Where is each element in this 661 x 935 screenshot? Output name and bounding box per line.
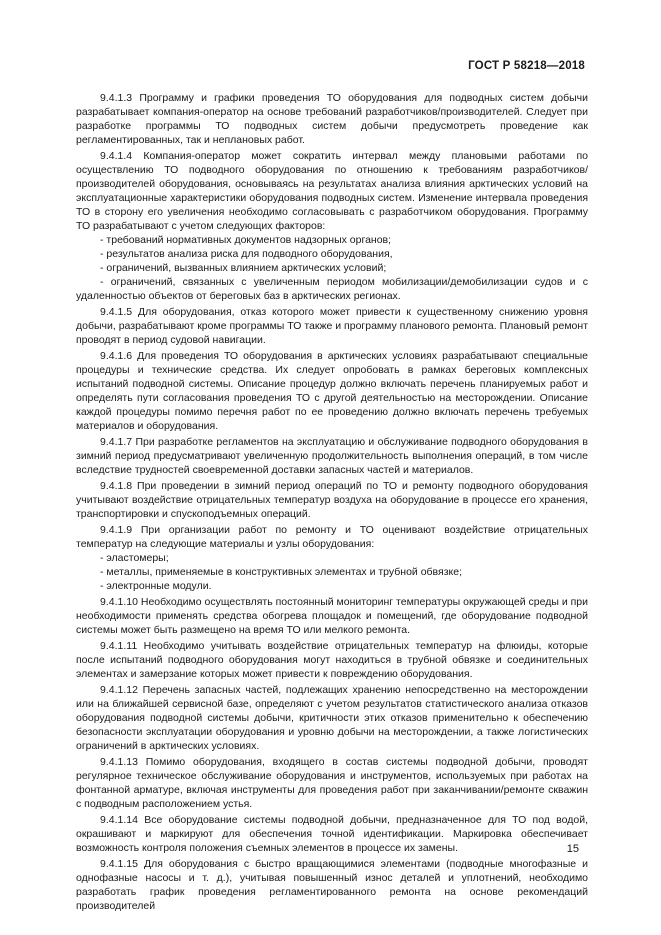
list-item: - ограничений, вызванных влиянием арктических условий; — [100, 262, 387, 274]
clause-9-4-1-3: 9.4.1.3 Программу и графики проведения ТО оборудования для подводных систем добычи разрабатывает компания-оператор на основе требований разработчиков/производителей. Следует при разработке программы ТО подводных систем добычи предусмотреть проведение как регламентированных, так и неплановых работ. — [76, 92, 588, 146]
clause-9-4-1-8: 9.4.1.8 При проведении в зимний период операций по ТО и ремонту подводного оборудования учитывают воздействие отрицательных температур воздуха на оборудование в процессе его хранения, транспортировки и спускоподъемных операций. — [76, 480, 588, 520]
clause-9-4-1-4: 9.4.1.4 Компания-оператор может сократить интервал между плановыми работами по осуществлению ТО подводного оборудования по отношению к требованиям разработчиков/производителей оборудования, основываясь на результатах анализа влияния арктических условий на эксплуатационные характеристики оборудования подводных систем. Изменение интервала проведения ТО в сторону его увеличения необходимо согласовывать с разработчиком оборудования. Программу ТО разрабатывают с учетом следующих факторов: — [76, 150, 588, 232]
clause-9-4-1-12: 9.4.1.12 Перечень запасных частей, подлежащих хранению непосредственно на месторождении или на ближайшей сервисной базе, определяют с учетом результатов статистического анализа отказов оборудования подводной системы добычи, критичности этих отказов применительно к обеспечению безопасности эксплуатации оборудования и уровню добычи на месторождении, а также логистических ограничений в арктических условиях. — [76, 684, 588, 752]
clause-9-4-1-7: 9.4.1.7 При разработке регламентов на эксплуатацию и обслуживание подводного оборудования в зимний период предусматривают увеличенную продолжительность выполнения операций, в том числе вследствие трудностей своевременной доставки запасных частей и материалов. — [76, 436, 588, 476]
clause-9-4-1-9: 9.4.1.9 При организации работ по ремонту и ТО оценивают воздействие отрицательных температур на следующие материалы и узлы оборудования: — [76, 524, 588, 550]
clause-9-4-1-6: 9.4.1.6 Для проведения ТО оборудования в арктических условиях разрабатывают специальные процедуры и технические средства. Их следует опробовать в рамках береговых комплексных испытаний подводной системы. Описание процедур должно включать перечень планируемых работ и определять пути согласования проведения ТО с другой деятельностью на месторождении. Описание каждой процедуры помимо перечня работ по ее проведению должно включать перечень требуемых материалов и оборудования. — [76, 350, 588, 432]
list-item: - требований нормативных документов надзорных органов; — [100, 234, 392, 246]
list-item: - эластомеры; — [100, 552, 169, 564]
page-number: 15 — [566, 843, 579, 855]
list-item: - металлы, применяемые в конструктивных элементах и трубной обвязке; — [100, 566, 462, 578]
clause-9-4-1-5: 9.4.1.5 Для оборудования, отказ которого может привести к существенному снижению уровня добычи, разрабатывают кроме программы ТО также и программу планового ремонта. Плановый ремонт проводят в период судовой навигации. — [76, 306, 588, 346]
list-item: - электронные модули. — [100, 580, 212, 592]
clause-9-4-1-10: 9.4.1.10 Необходимо осуществлять постоянный мониторинг температуры окружающей среды и при необходимости применять средства обогрева площадок и помещений, где оборудование подводной системы может быть размещено на время ТО или мелкого ремонта. — [76, 596, 588, 636]
list-item: - ограничений, связанных с увеличенным периодом мобилизации/демобилизации судов и с удаленностью объектов от береговых баз в арктических регионах. — [76, 276, 588, 302]
materials-list — [76, 551, 588, 593]
factors-list — [76, 233, 588, 303]
clause-9-4-1-14: 9.4.1.14 Все оборудование системы подводной добычи, предназначенное для ТО под водой, окрашивают и маркируют для обеспечения точной идентификации. Маркировка обеспечивает возможность контроля положения съемных элементов в процессе их замены. — [76, 814, 588, 854]
clause-9-4-1-15: 9.4.1.15 Для оборудования с быстро вращающимися элементами (подводные многофазные и однофазные насосы и т. д.), учитывая повышенный износ деталей и уплотнений, необходимо разработать график проведения регламентированного ремонта на основе рекомендаций производителей — [76, 858, 588, 912]
list-item: - результатов анализа риска для подводного оборудования, — [100, 248, 393, 260]
document-code: ГОСТ Р 58218—2018 — [468, 60, 585, 72]
clause-9-4-1-13: 9.4.1.13 Помимо оборудования, входящего в состав системы подводной добычи, проводят регулярное техническое обслуживание оборудования и инструментов, используемых при работах на фонтанной арматуре, включая инструменты для проведения работ при заканчивании/ремонте скважин с подводным расположением устья. — [76, 756, 588, 810]
clause-9-4-1-11: 9.4.1.11 Необходимо учитывать воздействие отрицательных температур на флюиды, которые после испытаний подводного оборудования могут находиться в трубной обвязке и соединительных элементах и замерзание которых может привести к повреждению оборудования. — [76, 640, 588, 680]
document-body — [76, 91, 588, 915]
